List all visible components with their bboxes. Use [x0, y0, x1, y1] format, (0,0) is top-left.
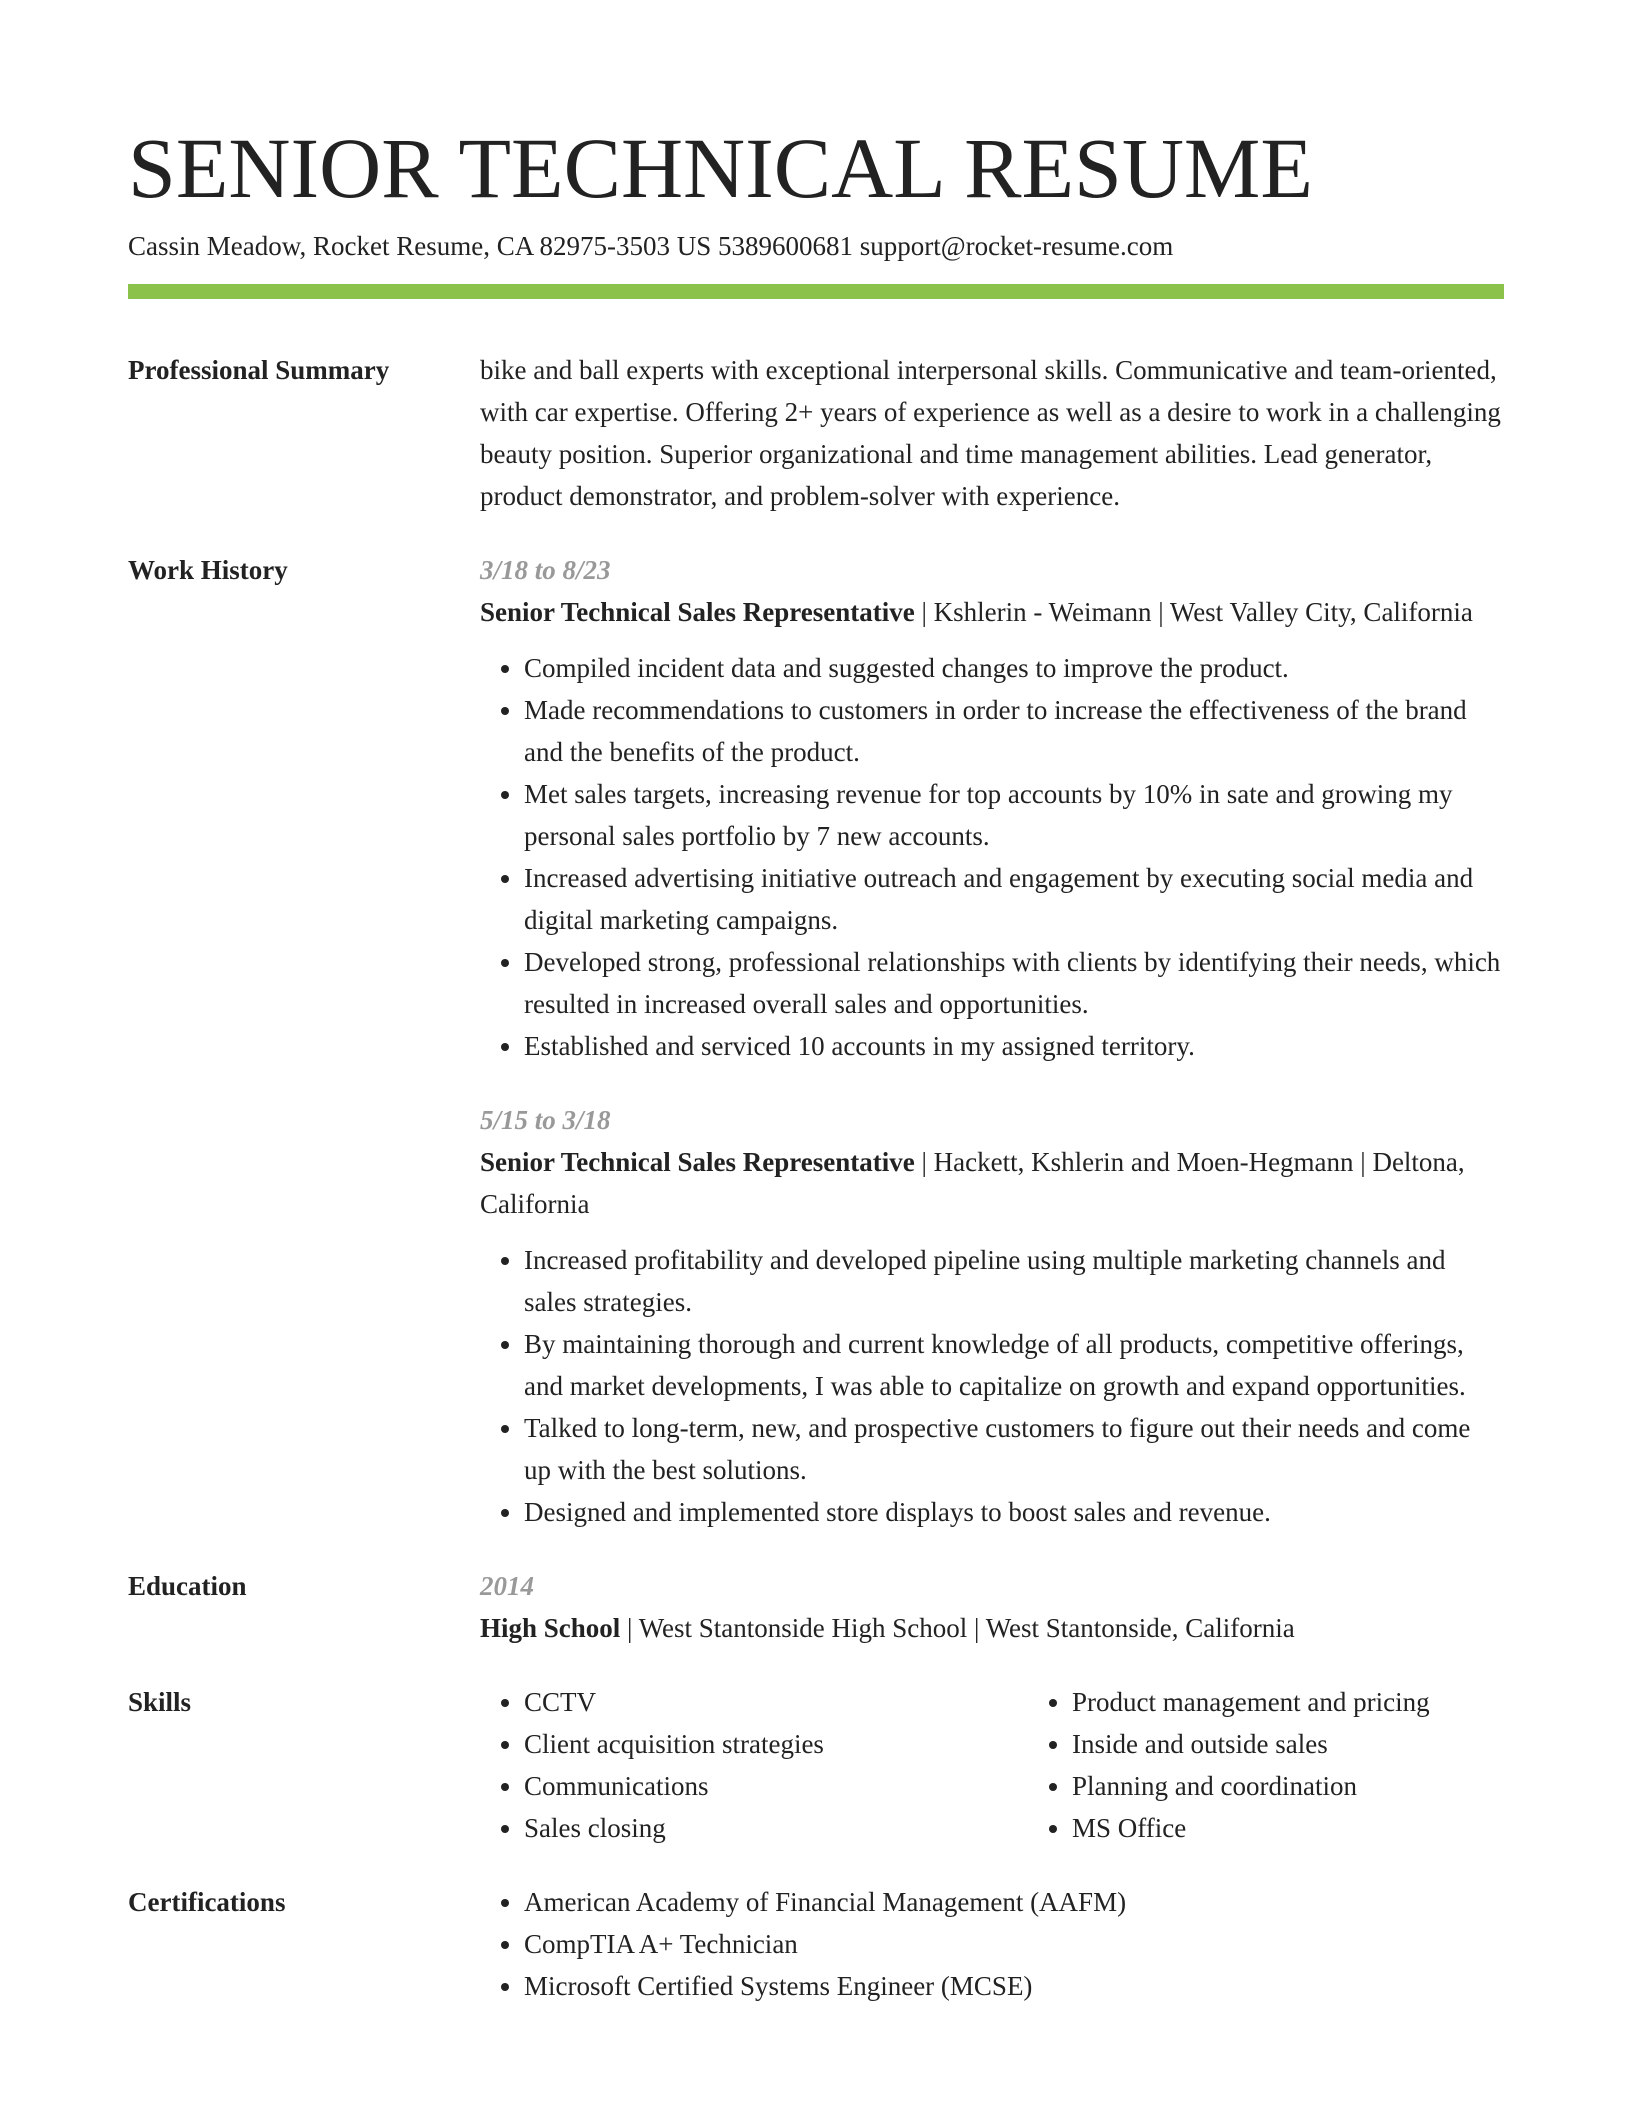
- job-details: | Hackett, Kshlerin and Moen-Hegmann | Deltona, California: [480, 1147, 1465, 1219]
- job-bullets: [480, 647, 1504, 1067]
- list-item: • Planning and coordination: [1072, 1765, 1576, 1807]
- summary-section: [128, 349, 1504, 517]
- job-dates: 5/15 to 3/18: [480, 1105, 611, 1135]
- certifications-list: [480, 1881, 1504, 2007]
- list-item: • CompTIA A+ Technician: [524, 1923, 1504, 1965]
- certifications-body: [480, 1881, 1504, 2007]
- summary-text: bike and ball experts with exceptional interpersonal skills. Communicative and team-oriented, with car expertise. Offering 2+ years of experience as well as a desire to work in a challenging beauty position. Superior organizational and time management abilities. Lead generator, product demonstrator, and problem-solver with experience.: [480, 355, 1501, 511]
- resume-page: [128, 118, 1504, 2007]
- education-body: [480, 1565, 1504, 1649]
- list-item: • Communications: [524, 1765, 1028, 1807]
- section-label: Work History: [128, 555, 288, 585]
- skills-body: [480, 1681, 1576, 1849]
- job-title: Senior Technical Sales Representative: [480, 597, 915, 627]
- resume-title: SENIOR TECHNICAL RESUME: [128, 120, 1313, 216]
- work-history-body: [480, 549, 1504, 1533]
- work-history-section: [128, 549, 1504, 1533]
- section-label: Certifications: [128, 1887, 286, 1917]
- list-item: • Developed strong, professional relationships with clients by identifying their needs, which resulted in increased overall sales and opportunities.: [524, 941, 1504, 1025]
- list-item: • Talked to long-term, new, and prospective customers to figure out their needs and come up with the best solutions.: [524, 1407, 1504, 1491]
- skills-list-left: [480, 1681, 1028, 1849]
- list-item: • Compiled incident data and suggested changes to improve the product.: [524, 647, 1504, 689]
- section-label: Professional Summary: [128, 355, 390, 385]
- list-item: • Client acquisition strategies: [524, 1723, 1028, 1765]
- job-heading: [480, 591, 1504, 633]
- job-entry: [480, 1099, 1504, 1533]
- skills-list-right: [1028, 1681, 1576, 1849]
- job-entry: [480, 549, 1504, 1067]
- list-item: • Established and serviced 10 accounts in my assigned territory.: [524, 1025, 1504, 1067]
- section-label: Skills: [128, 1687, 192, 1717]
- contact-line: Cassin Meadow, Rocket Resume, CA 82975-3503 US 5389600681 support@rocket-resume.com: [128, 231, 1174, 261]
- list-item: • Made recommendations to customers in order to increase the effectiveness of the brand and the benefits of the product.: [524, 689, 1504, 773]
- certifications-section: [128, 1881, 1504, 2007]
- list-item: • Increased profitability and developed pipeline using multiple marketing channels and sales strategies.: [524, 1239, 1504, 1323]
- job-title: Senior Technical Sales Representative: [480, 1147, 915, 1177]
- job-heading: [480, 1141, 1504, 1225]
- education-section: [128, 1565, 1504, 1649]
- skills-section: [128, 1681, 1504, 1849]
- education-degree: High School: [480, 1613, 621, 1643]
- education-year: 2014: [480, 1571, 534, 1601]
- list-item: • American Academy of Financial Management (AAFM): [524, 1881, 1504, 1923]
- list-item: • Product management and pricing: [1072, 1681, 1576, 1723]
- list-item: • Microsoft Certified Systems Engineer (MCSE): [524, 1965, 1504, 2007]
- job-dates: 3/18 to 8/23: [480, 555, 611, 585]
- list-item: • Sales closing: [524, 1807, 1028, 1849]
- list-item: • By maintaining thorough and current knowledge of all products, competitive offerings, and market developments, I was able to capitalize on growth and expand opportunities.: [524, 1323, 1504, 1407]
- job-details: | Kshlerin - Weimann | West Valley City, California: [914, 597, 1473, 627]
- education-details: | West Stantonside High School | West Stantonside, California: [620, 1613, 1295, 1643]
- list-item: • Inside and outside sales: [1072, 1723, 1576, 1765]
- list-item: • Increased advertising initiative outreach and engagement by executing social media and digital marketing campaigns.: [524, 857, 1504, 941]
- list-item: • Met sales targets, increasing revenue for top accounts by 10% in sate and growing my personal sales portfolio by 7 new accounts.: [524, 773, 1504, 857]
- list-item: • MS Office: [1072, 1807, 1576, 1849]
- job-bullets: [480, 1239, 1504, 1533]
- list-item: • Designed and implemented store displays to boost sales and revenue.: [524, 1491, 1504, 1533]
- education-heading: [480, 1607, 1504, 1649]
- section-label: Education: [128, 1571, 247, 1601]
- list-item: • CCTV: [524, 1681, 1028, 1723]
- header-divider: [128, 284, 1504, 299]
